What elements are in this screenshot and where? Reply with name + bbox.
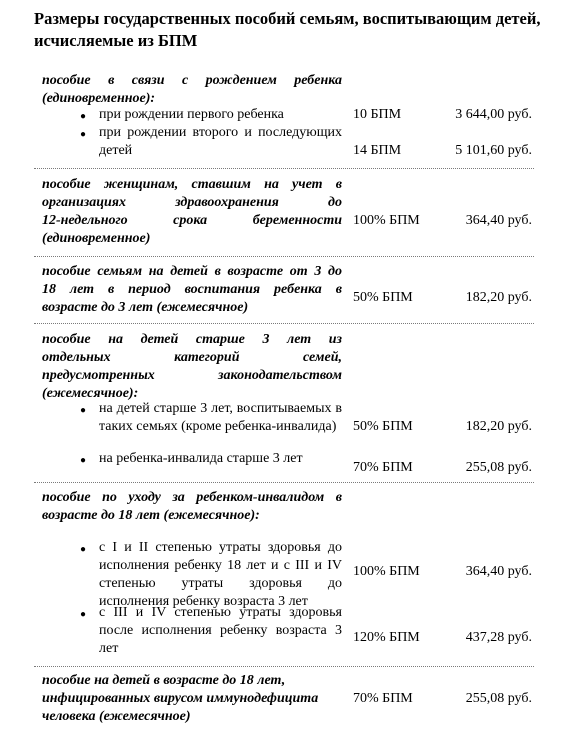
section-heading-line: пособие на детей старше 3 лет из — [42, 332, 342, 347]
section-heading-line: пособие на детей в возрасте до 18 лет, — [42, 673, 286, 688]
amount-value: 182,20 руб. — [465, 290, 532, 305]
rate-value: 70% БПМ — [353, 460, 413, 475]
list-item: при рождении первого ребенка — [99, 107, 284, 122]
bullet-icon: ● — [80, 111, 87, 122]
section-heading-line: 12-недельного срока беременности — [42, 213, 342, 228]
divider — [34, 666, 534, 668]
rate-value: 14 БПМ — [353, 143, 402, 158]
list-item: на детей старше 3 лет, воспитываемых в таких семьях (кроме ребенка-инвалида) — [99, 401, 342, 434]
amount-value: 182,20 руб. — [465, 419, 532, 434]
list-item: с III и IV степенью утраты здоровья после исполнения ребенку возраста 3 лет — [99, 605, 342, 656]
divider — [34, 168, 534, 170]
section-heading-line: пособие в связи с рождением ребенка — [42, 73, 342, 88]
rate-value: 10 БПМ — [353, 107, 402, 122]
list-item: с I и II степенью утраты здоровья до исполнения ребенку 18 лет и с III и IV степенью утраты здоровья до исполнения ребенку возраста 3 лет — [99, 540, 342, 609]
divider — [34, 256, 534, 258]
list-item: при рождении второго и последующих детей — [99, 125, 342, 158]
rate-value: 100% БПМ — [353, 564, 420, 579]
section-heading-line: (ежемесячное): — [42, 386, 139, 401]
rate-value: 120% БПМ — [353, 630, 420, 645]
divider — [34, 323, 534, 325]
section-heading-line: пособие женщинам, ставшим на учет в — [42, 177, 342, 192]
rate-value: 70% БПМ — [353, 691, 413, 706]
section-heading-line: организациях здравоохранения до — [42, 195, 342, 210]
amount-value: 364,40 руб. — [465, 564, 532, 579]
amount-value: 364,40 руб. — [465, 213, 532, 228]
divider — [34, 482, 534, 484]
rate-value: 50% БПМ — [353, 419, 413, 434]
bullet-icon: ● — [80, 129, 87, 140]
amount-value: 5 101,60 руб. — [455, 143, 532, 158]
section-heading-line: человека (ежемесячное) — [42, 709, 191, 724]
section-heading-line: пособие по уходу за ребенком-инвалидом в — [42, 490, 342, 505]
amount-value: 255,08 руб. — [465, 691, 532, 706]
section-heading-line: предусмотренных законодательством — [42, 368, 342, 383]
section-heading-line: возрасте до 3 лет (ежемесячное) — [42, 300, 249, 315]
rate-value: 50% БПМ — [353, 290, 413, 305]
page-title: Размеры государственных пособий семьям, воспитывающим детей, исчисляемые из БПМ — [34, 9, 541, 50]
section-heading-line: 18 лет в период воспитания ребенка в — [42, 282, 342, 297]
rate-value: 100% БПМ — [353, 213, 420, 228]
bullet-icon: ● — [80, 455, 87, 466]
section-heading-line: возрасте до 18 лет (ежемесячное): — [42, 508, 260, 523]
section-heading-line: пособие семьям на детей в возрасте от 3 до — [42, 264, 342, 279]
section-heading-line: (единовременное): — [42, 91, 156, 106]
section-heading-line: отдельных категорий семей, — [42, 350, 342, 365]
section-heading-line: инфицированных вирусом иммунодефицита — [42, 691, 319, 706]
amount-value: 3 644,00 руб. — [455, 107, 532, 122]
amount-value: 255,08 руб. — [465, 460, 532, 475]
bullet-icon: ● — [80, 405, 87, 416]
bullet-icon: ● — [80, 609, 87, 620]
list-item: на ребенка-инвалида старше 3 лет — [99, 451, 303, 466]
amount-value: 437,28 руб. — [465, 630, 532, 645]
bullet-icon: ● — [80, 544, 87, 555]
section-heading-line: (единовременное) — [42, 231, 151, 246]
